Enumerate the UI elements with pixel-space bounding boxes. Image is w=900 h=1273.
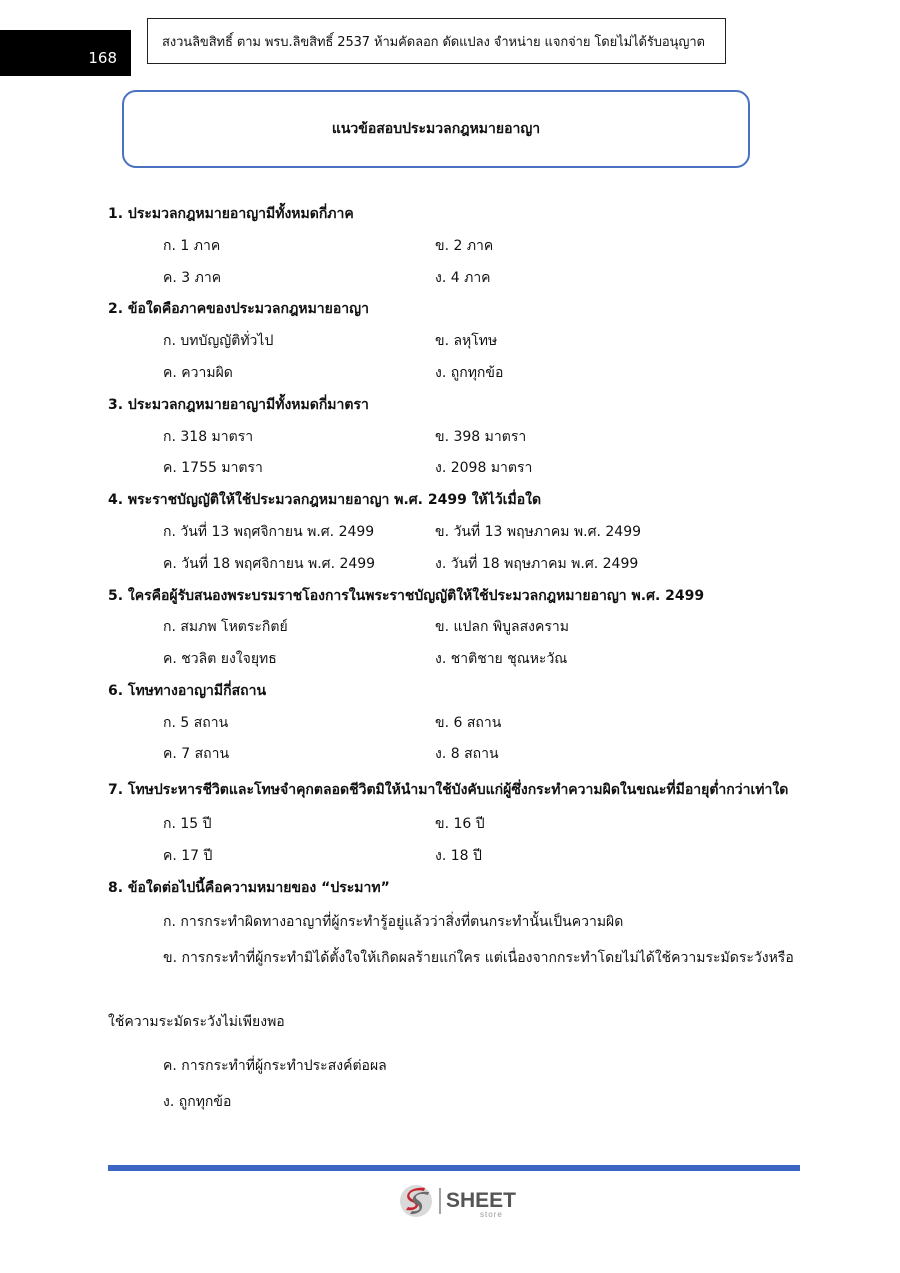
logo-subtext: store	[480, 1210, 503, 1219]
option-8b: ข. การกระทำที่ผู้กระทำมิได้ตั้งใจให้เกิดผลร้ายแก่ใคร แต่เนื่องจากกระทำโดยไม่ได้ใช้ความระมัดระวังหรือใช้ความระมัดระวังไม่เพียงพอ	[108, 949, 794, 1030]
option-2b: ข. ลหุโทษ	[435, 333, 498, 350]
option-7a: ก. 15 ปี	[163, 816, 212, 833]
option-6d: ง. 8 สถาน	[435, 746, 499, 763]
logo-s-icon	[400, 1185, 432, 1217]
option-5c: ค. ชวลิต ยงใจยุทธ	[163, 651, 277, 668]
option-3b: ข. 398 มาตรา	[435, 428, 527, 445]
question-1: 1. ประมวลกฎหมายอาญามีทั้งหมดกี่ภาค	[108, 206, 354, 222]
option-8a: ก. การกระทำผิดทางอาญาที่ผู้กระทำรู้อยู่แล้วว่าสิ่งที่ตนกระทำนั้นเป็นความผิด	[163, 913, 624, 930]
logo-text: SHEET	[446, 1189, 517, 1212]
option-7b: ข. 16 ปี	[435, 816, 485, 833]
question-3: 3. ประมวลกฎหมายอาญามีทั้งหมดกี่มาตรา	[108, 396, 369, 413]
question-2: 2. ข้อใดคือภาคของประมวลกฎหมายอาญา	[108, 301, 369, 318]
option-4c: ค. วันที่ 18 พฤศจิกายน พ.ศ. 2499	[163, 555, 376, 572]
question-5: 5. ใครคือผู้รับสนองพระบรมราชโองการในพระราชบัญญัติให้ใช้ประมวลกฎหมายอาญา พ.ศ. 2499	[108, 587, 705, 604]
question-4: 4. พระราชบัญญัติให้ใช้ประมวลกฎหมายอาญา พ.ศ. 2499 ให้ไว้เมื่อใด	[108, 492, 542, 509]
option-7d: ง. 18 ปี	[435, 847, 482, 864]
option-5d: ง. ชาติชาย ชุณหะวัณ	[435, 651, 568, 668]
page-title: แนวข้อสอบประมวลกฎหมายอาญา	[122, 90, 750, 168]
option-5b: ข. แปลก พิบูลสงคราม	[435, 619, 569, 636]
copyright-notice: สงวนลิขสิทธิ์ ตาม พรบ.ลิขสิทธิ์ 2537 ห้ามคัดลอก ดัดแปลง จำหน่าย แจกจ่าย โดยไม่ได้รับอนุญาต	[147, 18, 726, 64]
sheet-store-logo	[398, 1182, 528, 1220]
option-5a: ก. สมภพ โหตระกิตย์	[163, 619, 288, 636]
option-1a: ก. 1 ภาค	[163, 237, 221, 254]
option-4d: ง. วันที่ 18 พฤษภาคม พ.ศ. 2499	[435, 555, 639, 572]
option-2a: ก. บทบัญญัติทั่วไป	[163, 333, 274, 350]
question-6: 6. โทษทางอาญามีกี่สถาน	[108, 682, 267, 699]
option-3a: ก. 318 มาตรา	[163, 428, 254, 445]
option-6a: ก. 5 สถาน	[163, 714, 229, 731]
option-1b: ข. 2 ภาค	[435, 237, 494, 254]
option-1d: ง. 4 ภาค	[435, 269, 491, 286]
option-6c: ค. 7 สถาน	[163, 746, 230, 763]
option-8d: ง. ถูกทุกข้อ	[163, 1093, 232, 1110]
option-2c: ค. ความผิด	[163, 364, 233, 381]
footer-rule	[108, 1165, 800, 1171]
option-4b: ข. วันที่ 13 พฤษภาคม พ.ศ. 2499	[435, 523, 642, 540]
option-1c: ค. 3 ภาค	[163, 269, 222, 286]
question-8: 8. ข้อใดต่อไปนี้คือความหมายของ “ประมาท”	[108, 879, 390, 896]
option-3c: ค. 1755 มาตรา	[163, 460, 263, 477]
option-7c: ค. 17 ปี	[163, 847, 213, 864]
question-list	[108, 198, 808, 1120]
option-2d: ง. ถูกทุกข้อ	[435, 364, 504, 381]
option-3d: ง. 2098 มาตรา	[435, 460, 533, 477]
page-number: 168	[0, 30, 131, 76]
question-7: 7. โทษประหารชีวิตและโทษจำคุกตลอดชีวิตมิให้นำมาใช้บังคับแก่ผู้ซึ่งกระทำความผิดในขณะที่มีอายุต่ำกว่าเท่าใด	[108, 782, 789, 799]
option-4a: ก. วันที่ 13 พฤศจิกายน พ.ศ. 2499	[163, 523, 375, 540]
option-6b: ข. 6 สถาน	[435, 714, 502, 731]
option-8c: ค. การกระทำที่ผู้กระทำประสงค์ต่อผล	[163, 1057, 387, 1074]
